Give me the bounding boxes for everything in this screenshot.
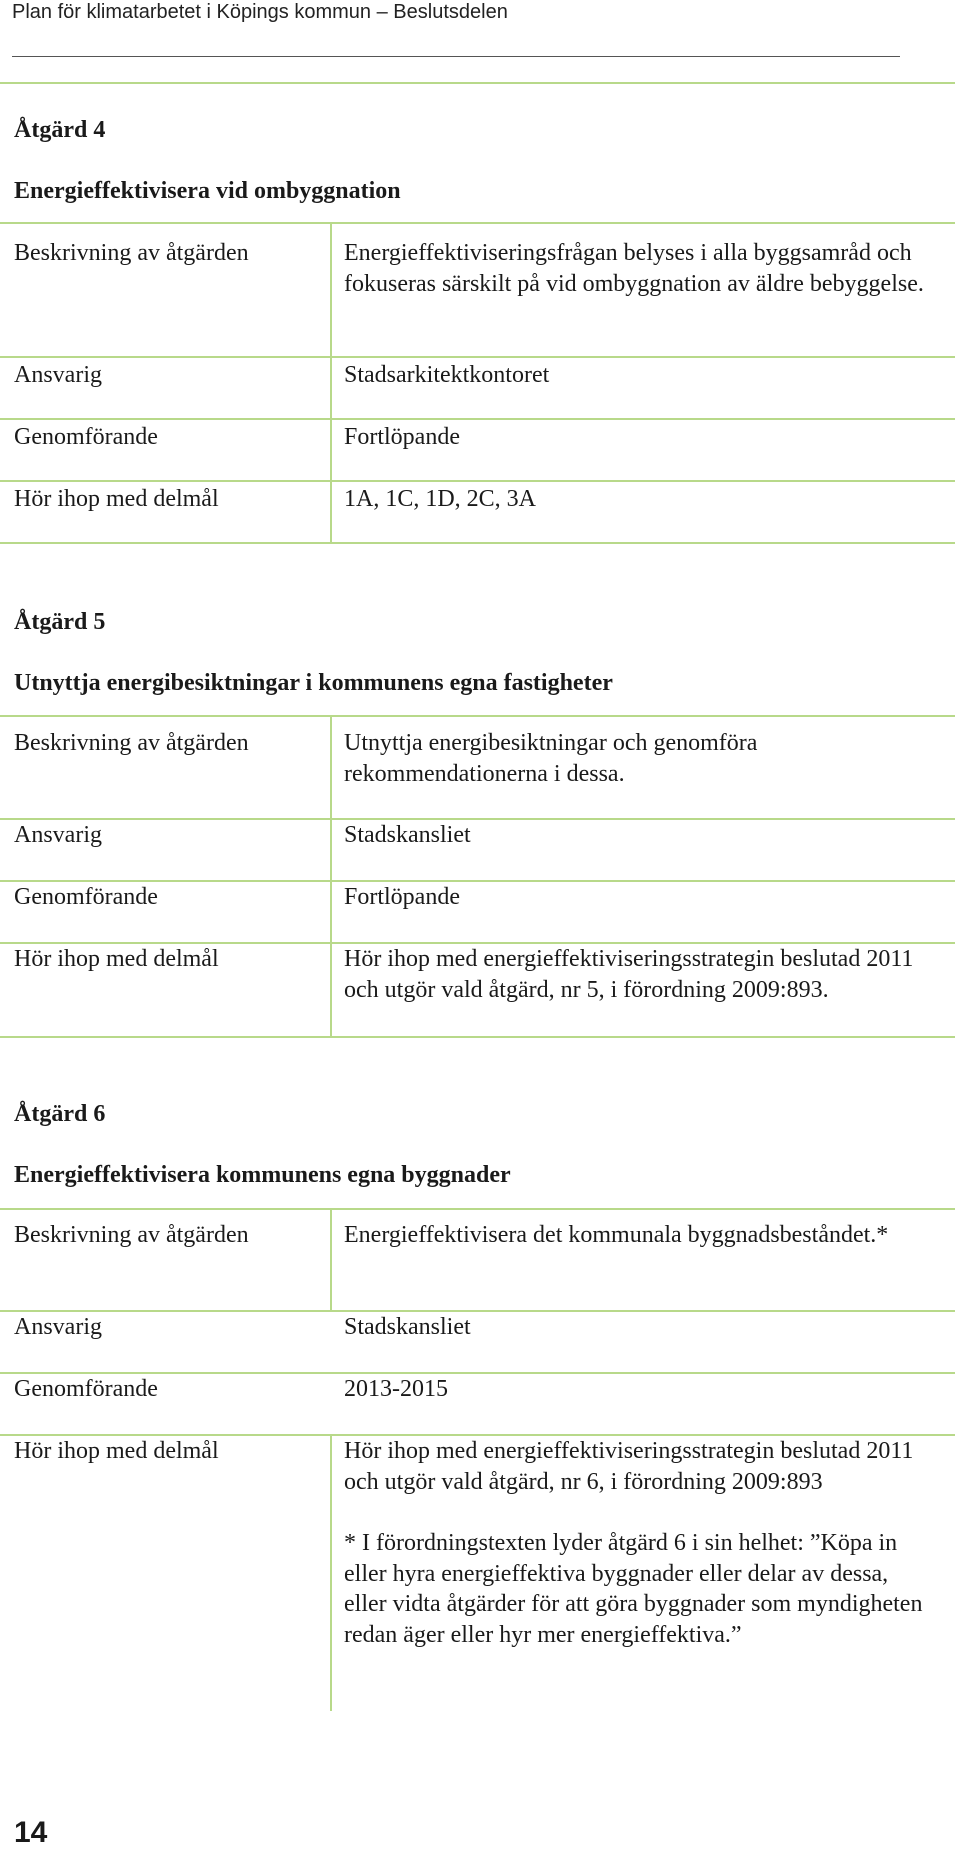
- value-related-goals: 1A, 1C, 1D, 2C, 3A: [344, 486, 537, 512]
- label-implementation: Genomförande: [14, 884, 158, 910]
- divider: [0, 1036, 955, 1038]
- value-description: Energieffektiviseringsfrågan belyses i alla byggsamråd och fokuseras särskilt på vid ombyggnation av äldre bebyggelse.: [344, 240, 924, 297]
- divider: [0, 480, 955, 482]
- label-description: Beskrivning av åtgärden: [14, 730, 249, 756]
- value-responsible: Stadskansliet: [344, 822, 471, 848]
- divider: [0, 222, 955, 224]
- label-related-goals: Hör ihop med delmål: [14, 946, 219, 972]
- footnote: * I förordningstexten lyder åtgärd 6 i sin helhet: ”Köpa in eller hyra energieffektiva byggnader eller delar av dessa, eller vidta åtgärder för att göra byggnader som myndigheten redan äger eller hyr mer energieffektiva.”: [344, 1530, 923, 1648]
- label-implementation: Genomförande: [14, 1376, 158, 1402]
- value-implementation: Fortlöpande: [344, 884, 460, 910]
- action-title: Energieffektivisera vid ombyggnation: [14, 178, 401, 204]
- value-implementation: Fortlöpande: [344, 424, 460, 450]
- divider: [0, 82, 955, 84]
- divider: [0, 418, 955, 420]
- action-number: Åtgärd 4: [14, 117, 106, 143]
- action-title: Energieffektivisera kommunens egna byggnader: [14, 1162, 511, 1188]
- value-responsible: Stadskansliet: [344, 1314, 471, 1340]
- action-number: Åtgärd 6: [14, 1101, 106, 1127]
- action-title: Utnyttja energibesiktningar i kommunens egna fastigheter: [14, 670, 613, 696]
- page-number: 14: [14, 1816, 48, 1849]
- divider: [0, 1208, 955, 1210]
- column-divider: [330, 715, 332, 1037]
- value-implementation: 2013-2015: [344, 1376, 448, 1402]
- column-divider: [330, 1208, 332, 1310]
- label-responsible: Ansvarig: [14, 1314, 102, 1340]
- value-description: Energieffektivisera det kommunala byggnadsbeståndet.*: [344, 1222, 889, 1248]
- value-related-goals: Hör ihop med energieffektiviseringsstrategin beslutad 2011 och utgör vald åtgärd, nr 5, i förordning 2009:893.: [344, 946, 914, 1003]
- column-divider: [330, 1436, 332, 1711]
- value-related-goals: Hör ihop med energieffektiviseringsstrategin beslutad 2011 och utgör vald åtgärd, nr 6, i förordning 2009:893: [344, 1438, 914, 1495]
- divider: [0, 542, 955, 544]
- label-description: Beskrivning av åtgärden: [14, 240, 249, 266]
- label-responsible: Ansvarig: [14, 822, 102, 848]
- header-title: Plan för klimatarbetet i Köpings kommun – Beslutsdelen: [12, 1, 508, 23]
- value-description: Utnyttja energibesiktningar och genomföra rekommendationerna i dessa.: [344, 730, 758, 787]
- action-number: Åtgärd 5: [14, 609, 106, 635]
- label-description: Beskrivning av åtgärden: [14, 1222, 249, 1248]
- value-responsible: Stadsarkitektkontoret: [344, 362, 550, 388]
- label-responsible: Ansvarig: [14, 362, 102, 388]
- divider: [0, 715, 955, 717]
- divider: [0, 356, 955, 358]
- column-divider: [330, 222, 332, 544]
- label-related-goals: Hör ihop med delmål: [14, 486, 219, 512]
- label-related-goals: Hör ihop med delmål: [14, 1438, 219, 1464]
- label-implementation: Genomförande: [14, 424, 158, 450]
- running-header: [12, 0, 900, 57]
